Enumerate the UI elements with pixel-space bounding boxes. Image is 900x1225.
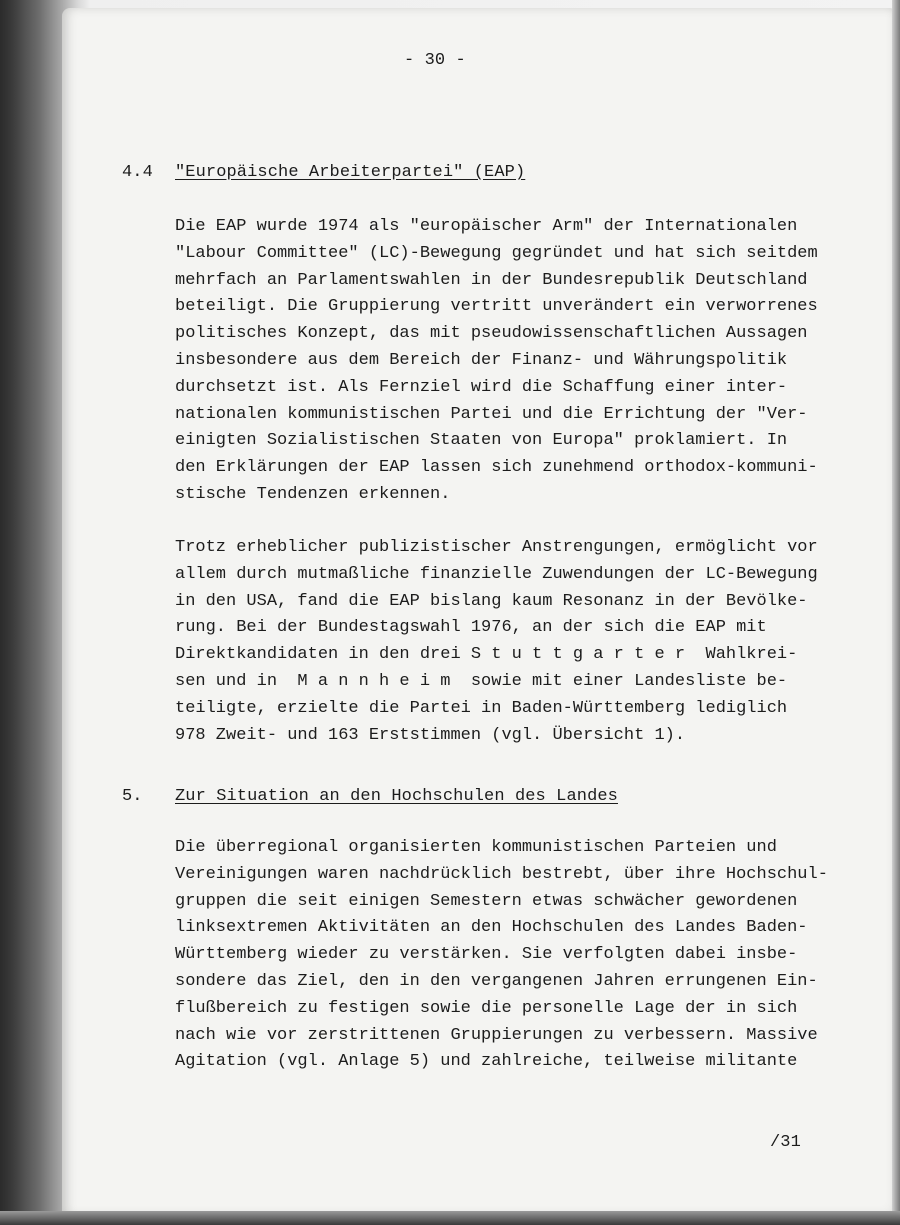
continuation-marker: /31 [770, 1133, 801, 1152]
scan-bottom-edge [0, 1211, 900, 1225]
text-line: 978 Zweit- und 163 Erststimmen (vgl. Übersicht 1). [175, 725, 686, 745]
text-line: beteiligt. Die Gruppierung vertritt unverändert ein verworrenes [175, 297, 818, 317]
scan-right-edge [892, 0, 900, 1225]
text-line: nationalen kommunistischen Partei und die Errichtung der "Ver- [175, 404, 808, 424]
text-line: gruppen die seit einigen Semestern etwas schwächer gewordenen [175, 891, 798, 911]
text-line: in den USA, fand die EAP bislang kaum Resonanz in der Bevölke- [175, 591, 808, 611]
text-line: sen und in M a n n h e i m sowie mit einer Landesliste be- [175, 671, 788, 691]
section-title-eap: "Europäische Arbeiterpartei" (EAP) [175, 163, 526, 182]
page-number: - 30 - [404, 51, 466, 70]
text-line: einigten Sozialistischen Staaten von Europa" proklamiert. In [175, 431, 788, 451]
section-title-hochschulen: Zur Situation an den Hochschulen des Landes [175, 787, 618, 806]
text-line: stische Tendenzen erkennen. [175, 484, 451, 504]
text-line: Vereinigungen waren nachdrücklich bestrebt, über ihre Hochschul- [175, 864, 828, 884]
text-line: den Erklärungen der EAP lassen sich zunehmend orthodox-kommuni- [175, 458, 818, 478]
text-line: politisches Konzept, das mit pseudowissenschaftlichen Aussagen [175, 324, 808, 344]
text-line: Die EAP wurde 1974 als "europäischer Arm" der Internationalen [175, 217, 798, 236]
eap-paragraph-1 [175, 214, 855, 509]
text-line: rung. Bei der Bundestagswahl 1976, an der sich die EAP mit [175, 618, 767, 638]
text-line: Württemberg wieder zu verstärken. Sie verfolgten dabei insbe- [175, 945, 798, 965]
text-line: Die überregional organisierten kommunistischen Parteien und [175, 838, 777, 857]
hochschulen-paragraph-1 [175, 835, 855, 1076]
text-line: sondere das Ziel, den in den vergangenen Jahren errungenen Ein- [175, 971, 818, 991]
text-line: Direktkandidaten in den drei S t u t t g a r t e r Wahlkrei- [175, 645, 798, 665]
text-line: linksextremen Aktivitäten an den Hochschulen des Landes Baden- [175, 918, 808, 938]
text-line: Agitation (vgl. Anlage 5) und zahlreiche, teilweise militante [175, 1052, 798, 1072]
text-line: teiligte, erzielte die Partei in Baden-Württemberg lediglich [175, 698, 788, 718]
section-number-5: 5. [122, 787, 143, 806]
section-number-4-4: 4.4 [122, 163, 153, 182]
text-line: flußbereich zu festigen sowie die personelle Lage der in sich [175, 998, 798, 1018]
text-line: insbesondere aus dem Bereich der Finanz- und Währungspolitik [175, 350, 788, 370]
text-line: Trotz erheblicher publizistischer Anstrengungen, ermöglicht vor [175, 538, 818, 557]
text-line: "Labour Committee" (LC)-Bewegung gegründet und hat sich seitdem [175, 243, 818, 263]
text-line: allem durch mutmaßliche finanzielle Zuwendungen der LC-Bewegung [175, 564, 818, 584]
text-line: mehrfach an Parlamentswahlen in der Bundesrepublik Deutschland [175, 270, 808, 290]
text-line: nach wie vor zerstrittenen Gruppierungen zu verbessern. Massive [175, 1025, 818, 1045]
eap-paragraph-2 [175, 535, 855, 749]
text-line: durchsetzt ist. Als Fernziel wird die Schaffung einer inter- [175, 377, 788, 397]
